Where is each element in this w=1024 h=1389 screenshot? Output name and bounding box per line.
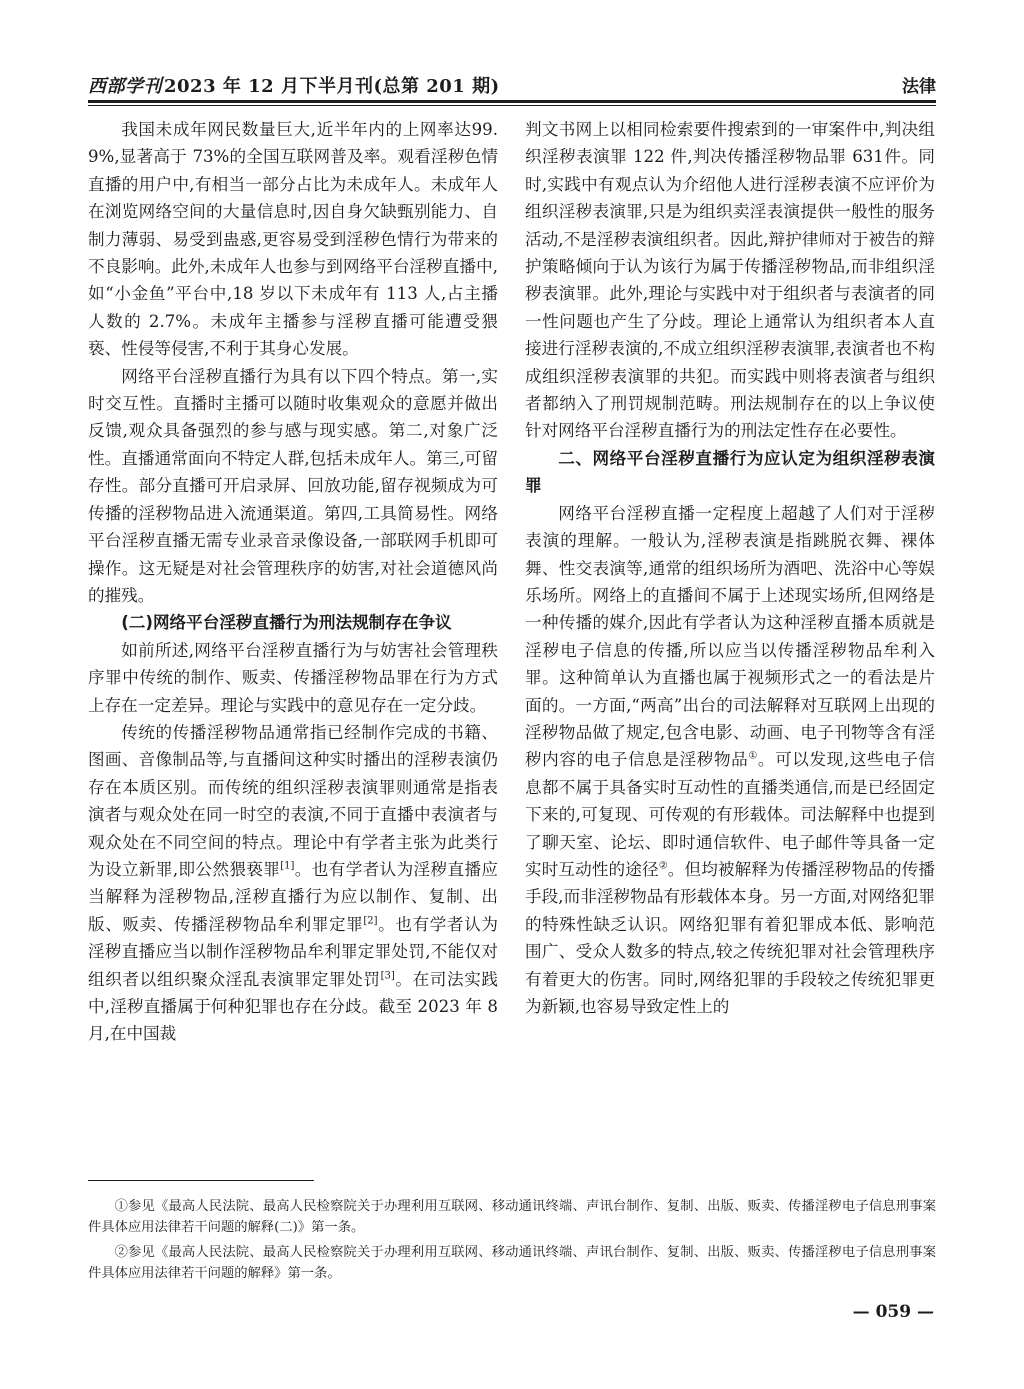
paragraph-text: 。在司法实践中,淫秽直播属于何种犯罪也存在分歧。截至 2023 年 8 月,在中国裁: [88, 969, 498, 1044]
paragraph: 网络平台淫秽直播行为具有以下四个特点。第一,实时交互性。直播时主播可以随时收集观众的意愿并做出反馈,观众具备强烈的参与感与现实感。第二,对象广泛性。直播通常面向不特定人群,包括未成年人。第三,可留存性。部分直播可开启录屏、回放功能,留存视频成为可传播的淫秽物品进入流通渠道。第四,工具简易性。网络平台淫秽直播无需专业录音录像设备,一部联网手机即可操作。这无疑是对社会管理秩序的妨害,对社会道德风尚的摧残。: [88, 366, 498, 605]
citation-ref: [2]: [363, 915, 378, 927]
running-header: [88, 64, 936, 100]
paragraph-text: 。也有学者认为淫秽直播应当解释为淫秽物品,淫秽直播行为应以制作、复制、出版、贩卖、传播淫秽物品牟利罪定罪: [88, 859, 498, 934]
left-column: [88, 116, 498, 1166]
paragraph-text: 网络平台淫秽直播一定程度上超越了人们对于淫秽表演的理解。一般认为,淫秽表演是指跳脱衣舞、裸体舞、性交表演等,通常的组织场所为酒吧、洗浴中心等娱乐场所。网络上的直播间不属于上述现实场所,但网络是一种传播的媒介,因此有学者认为这种淫秽直播本质就是淫秽电子信息的传播,所以应当以传播淫秽物品牟利入罪。这种简单认为直播也属于视频形式之一的看法是片面的。一方面,“两高”出台的司法解释对互联网上出现的淫秽物品做了规定,包含电影、动画、电子刊物等含有淫秽内容的电子信息是淫秽物品: [525, 503, 935, 770]
paragraph: 我国未成年网民数量巨大,近半年内的上网率达99.9%,显著高于 73%的全国互联网普及率。观看淫秽色情直播的用户中,有相当一部分占比为未成年人。未成年人在浏览网络空间的大量信息时,因自身欠缺甄别能力、自制力薄弱、易受到蛊惑,更容易受到淫秽色情行为带来的不良影响。此外,未成年人也参与到网络平台淫秽直播中,如“小金鱼”平台中,18 岁以下未成年有 113 人,占主播人数的 2.7%。未成年主播参与淫秽直播可能遭受猥亵、性侵等侵害,不利于其身心发展。: [88, 120, 498, 359]
subsection-heading: (二)网络平台淫秽直播行为刑法规制存在争议: [121, 613, 452, 633]
footnotes: [88, 1196, 936, 1288]
journal-logo: 西部学刊: [88, 76, 162, 97]
footnote-rule: [88, 1180, 314, 1181]
footnote-marker: ②: [658, 860, 668, 872]
right-column: [525, 116, 935, 1166]
paragraph: [525, 500, 935, 1021]
citation-ref: [1]: [280, 860, 295, 872]
header-rule-thin: [88, 105, 936, 106]
paragraph-text: 传统的传播淫秽物品通常指已经制作完成的书籍、图画、音像制品等,与直播间这种实时播出的淫秽表演仍存在本质区别。而传统的组织淫秽表演罪则通常是指表演者与观众处在同一时空的表演,不同于直播中表演者与观众处在不同空间的特点。理论中有学者主张为此类行为设立新罪,即公然猥亵罪: [88, 722, 498, 879]
section-label: 法律: [902, 77, 936, 97]
page-number: — 059 —: [852, 1302, 934, 1322]
paragraph: 判文书网上以相同检索要件搜索到的一审案件中,判决组织淫秽表演罪 122 件,判决传播淫秽物品罪 631件。同时,实践中有观点认为介绍他人进行淫秽表演不应评价为组织淫秽表演罪,只是为组织卖淫表演提供一般性的服务活动,不是淫秽表演组织者。因此,辩护律师对于被告的辩护策略倾向于认为该行为属于传播淫秽物品,而非组织淫秽表演罪。此外,理论与实践中对于组织者与表演者的同一性问题也产生了分歧。理论上通常认为组织者本人直接进行淫秽表演的,不成立组织淫秽表演罪,表演者也不构成组织淫秽表演罪的共犯。而实践中则将表演者与组织者都纳入了刑罚规制范畴。刑法规制存在的以上争议使针对网络平台淫秽直播行为的刑法定性存在必要性。: [525, 120, 935, 441]
footnote-marker: ①: [748, 750, 758, 762]
footnote: ①参见《最高人民法院、最高人民检察院关于办理利用互联网、移动通讯终端、声讯台制作、复制、出版、贩卖、传播淫秽电子信息刑事案件具体应用法律若干问题的解释(二)》第一条。: [88, 1199, 936, 1235]
paragraph-text: 。但均被解释为传播淫秽物品的传播手段,而非淫秽物品有形载体本身。另一方面,对网络犯罪的特殊性缺乏认识。网络犯罪有着犯罪成本低、影响范围广、受众人数多的特点,较之传统犯罪对社会管理秩序有着更大的伤害。同时,网络犯罪的手段较之传统犯罪更为新颖,也容易导致定性上的: [525, 859, 935, 1016]
footnote: ②参见《最高人民法院、最高人民检察院关于办理利用互联网、移动通讯终端、声讯台制作、复制、出版、贩卖、传播淫秽电子信息刑事案件具体应用法律若干问题的解释》第一条。: [88, 1245, 936, 1281]
paragraph-text: 。也有学者认为淫秽直播应当以制作淫秽物品牟利罪定罪处罚,不能仅对组织者以组织聚众淫乱表演罪定罪处罚: [88, 914, 498, 989]
header-rule-thick: [88, 100, 936, 103]
paragraph: [88, 719, 498, 1048]
paragraph-text: 。可以发现,这些电子信息都不属于具备实时互动性的直播类通信,而是已经固定下来的,可复现、可传观的有形载体。司法解释中也提到了聊天室、论坛、即时通信软件、电子邮件等具备一定实时互动性的途径: [525, 750, 935, 879]
issue-info: 2023 年 12 月下半月刊(总第 201 期): [164, 76, 500, 97]
paragraph: 如前所述,网络平台淫秽直播行为与妨害社会管理秩序罪中传统的制作、贩卖、传播淫秽物品罪在行为方式上存在一定差异。理论与实践中的意见存在一定分歧。: [88, 640, 498, 715]
citation-ref: [3]: [380, 970, 395, 982]
section-heading: 二、网络平台淫秽直播行为应认定为组织淫秽表演罪: [525, 448, 935, 496]
journal-masthead: [88, 72, 500, 98]
